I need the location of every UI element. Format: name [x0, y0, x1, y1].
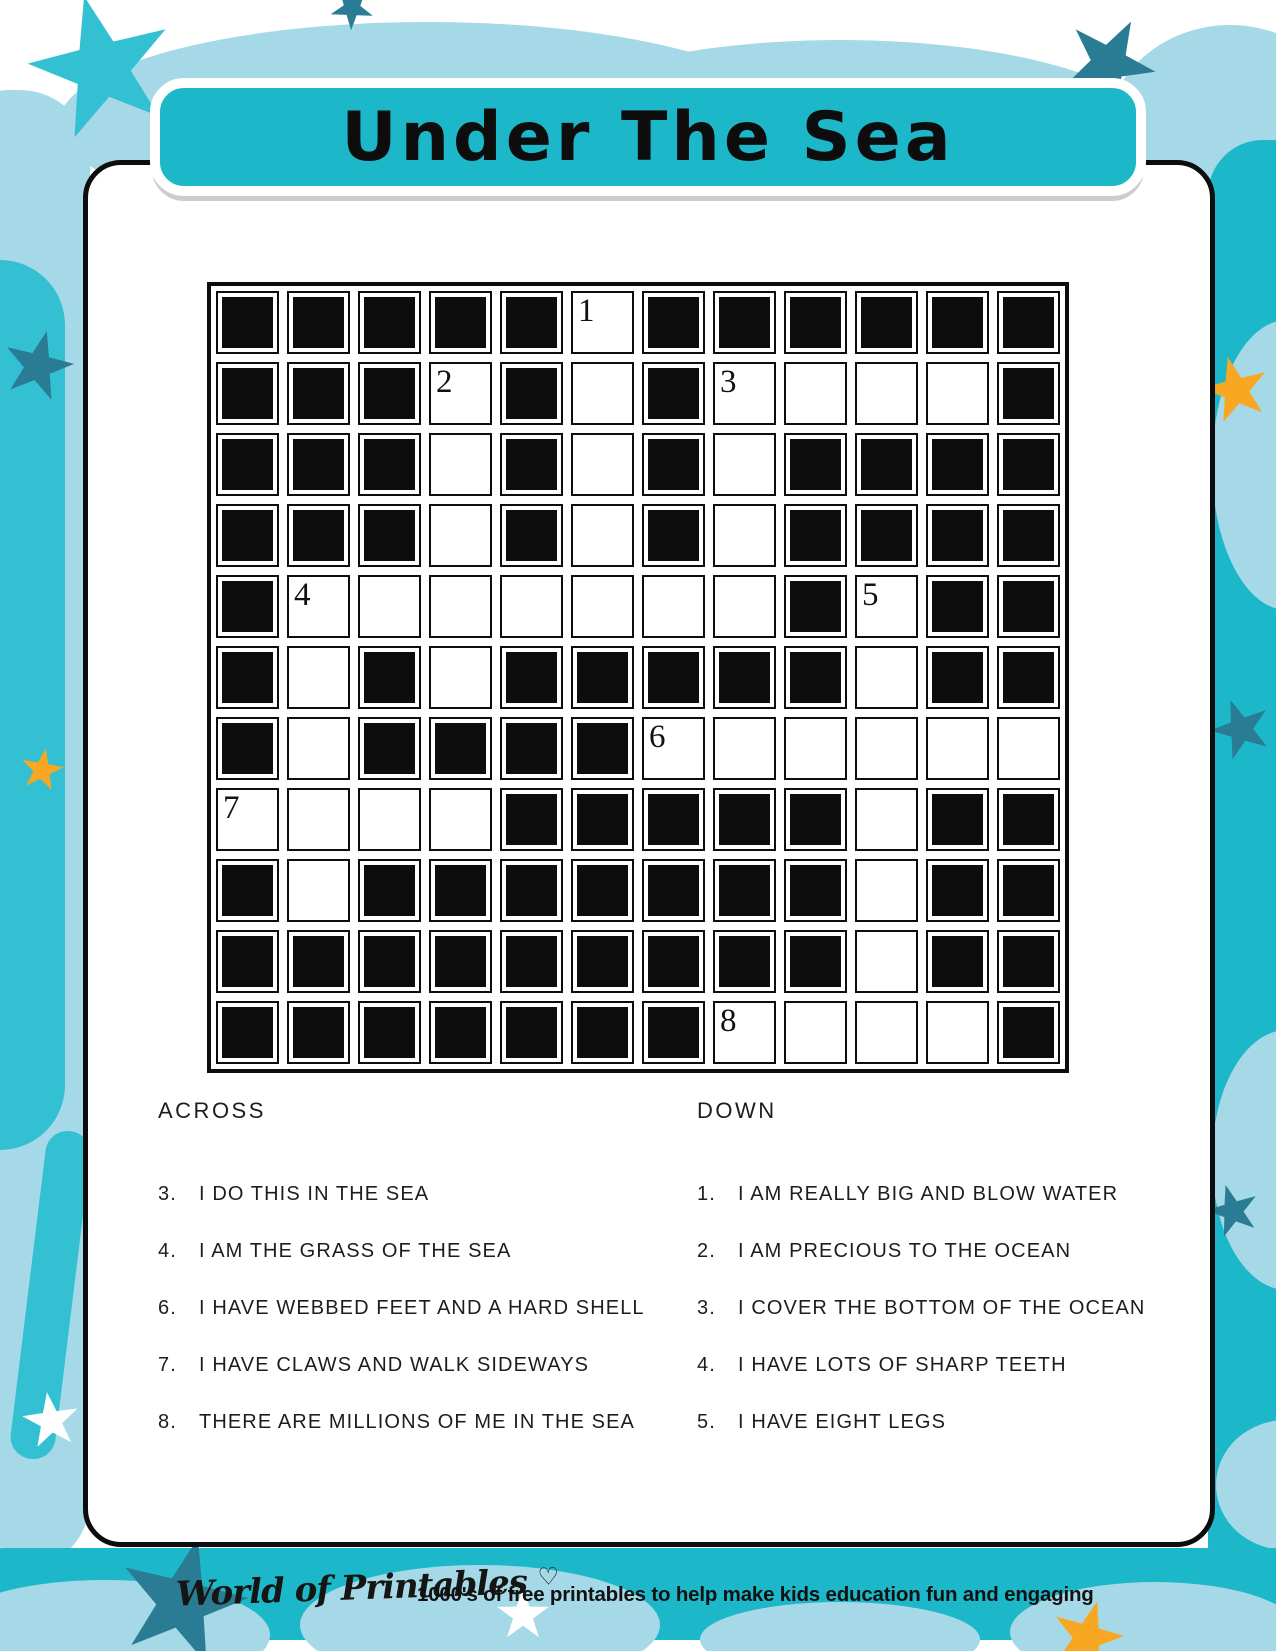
heart-icon: ♡ — [537, 1561, 559, 1592]
grid-cell-blocked — [642, 433, 705, 496]
clue-number: 3. — [158, 1183, 177, 1205]
grid-cell-blocked — [500, 930, 563, 993]
crossword-grid — [207, 282, 1069, 1073]
grid-cell[interactable] — [571, 291, 634, 354]
clue-start-number: 1 — [578, 293, 595, 329]
grid-cell-blocked — [358, 646, 421, 709]
grid-cell-blocked — [358, 291, 421, 354]
grid-cell[interactable] — [429, 362, 492, 425]
grid-cell-blocked — [358, 1001, 421, 1064]
grid-cell[interactable] — [713, 433, 776, 496]
grid-cell-blocked — [713, 291, 776, 354]
grid-cell-blocked — [571, 1001, 634, 1064]
grid-cell-blocked — [500, 859, 563, 922]
grid-cell-blocked — [997, 646, 1060, 709]
grid-cell-blocked — [571, 788, 634, 851]
grid-cell-blocked — [216, 1001, 279, 1064]
grid-cell[interactable] — [571, 575, 634, 638]
clue-item — [158, 1354, 658, 1376]
grid-cell-blocked — [216, 859, 279, 922]
grid-cell-blocked — [926, 575, 989, 638]
grid-cell-blocked — [926, 859, 989, 922]
clue-item — [697, 1183, 1177, 1205]
grid-cell[interactable] — [713, 362, 776, 425]
grid-cell[interactable] — [429, 504, 492, 567]
grid-cell[interactable] — [358, 788, 421, 851]
grid-cell-blocked — [500, 717, 563, 780]
grid-cell-blocked — [358, 859, 421, 922]
grid-cell[interactable] — [713, 717, 776, 780]
grid-cell-blocked — [642, 291, 705, 354]
grid-cell-blocked — [997, 1001, 1060, 1064]
grid-cell[interactable] — [855, 788, 918, 851]
grid-cell-blocked — [997, 788, 1060, 851]
grid-cell[interactable] — [855, 859, 918, 922]
clue-item — [697, 1354, 1177, 1376]
grid-cell-blocked — [216, 575, 279, 638]
clue-item — [158, 1240, 658, 1262]
grid-cell-blocked — [926, 291, 989, 354]
clue-start-number: 6 — [649, 719, 666, 755]
grid-cell-blocked — [997, 362, 1060, 425]
clue-number: 2. — [697, 1240, 716, 1262]
grid-cell[interactable] — [784, 717, 847, 780]
grid-cell[interactable] — [713, 575, 776, 638]
grid-cell-blocked — [926, 433, 989, 496]
grid-cell[interactable] — [571, 504, 634, 567]
grid-cell-blocked — [713, 788, 776, 851]
brand-text: World of Printables — [175, 1562, 528, 1615]
grid-cell[interactable] — [287, 717, 350, 780]
grid-cell-blocked — [784, 930, 847, 993]
grid-cell[interactable] — [287, 575, 350, 638]
grid-cell[interactable] — [287, 859, 350, 922]
grid-cell-blocked — [713, 646, 776, 709]
grid-cell[interactable] — [571, 433, 634, 496]
down-clue-list — [697, 1183, 1177, 1468]
grid-cell-blocked — [784, 646, 847, 709]
grid-cell-blocked — [500, 646, 563, 709]
grid-cell-blocked — [287, 362, 350, 425]
grid-cell[interactable] — [287, 646, 350, 709]
clue-start-number: 4 — [294, 577, 311, 613]
grid-cell-blocked — [997, 504, 1060, 567]
grid-cell-blocked — [855, 504, 918, 567]
grid-cell[interactable] — [855, 930, 918, 993]
grid-cell-blocked — [713, 930, 776, 993]
across-heading: ACROSS — [158, 1098, 266, 1123]
grid-cell-blocked — [926, 788, 989, 851]
clue-item — [158, 1297, 658, 1319]
grid-cell[interactable] — [500, 575, 563, 638]
grid-cell-blocked — [216, 433, 279, 496]
grid-cell[interactable] — [429, 433, 492, 496]
clue-text: I AM REALLY BIG AND BLOW WATER — [738, 1183, 1119, 1205]
grid-cell[interactable] — [784, 1001, 847, 1064]
grid-cell[interactable] — [429, 788, 492, 851]
grid-cell-blocked — [784, 788, 847, 851]
grid-cell-blocked — [997, 930, 1060, 993]
clue-start-number: 2 — [436, 364, 453, 400]
clue-number: 7. — [158, 1354, 177, 1376]
grid-cell-blocked — [571, 717, 634, 780]
grid-cell-blocked — [642, 504, 705, 567]
grid-cell-blocked — [287, 291, 350, 354]
grid-cell-blocked — [997, 575, 1060, 638]
grid-cell-blocked — [216, 362, 279, 425]
grid-cell-blocked — [571, 859, 634, 922]
grid-cell-blocked — [358, 930, 421, 993]
clue-text: I DO THIS IN THE SEA — [199, 1183, 430, 1205]
grid-cell[interactable] — [997, 717, 1060, 780]
grid-cell[interactable] — [784, 362, 847, 425]
grid-cell-blocked — [429, 291, 492, 354]
grid-cell-blocked — [216, 930, 279, 993]
clue-text: THERE ARE MILLIONS OF ME IN THE SEA — [199, 1411, 635, 1433]
clue-number: 4. — [158, 1240, 177, 1262]
grid-cell-blocked — [287, 930, 350, 993]
grid-cell-blocked — [926, 504, 989, 567]
clue-item — [158, 1183, 658, 1205]
grid-cell-blocked — [216, 717, 279, 780]
down-heading: DOWN — [697, 1098, 777, 1123]
clue-item — [697, 1240, 1177, 1262]
grid-cell-blocked — [784, 504, 847, 567]
grid-cell-blocked — [500, 291, 563, 354]
grid-cell[interactable] — [287, 788, 350, 851]
clue-number: 1. — [697, 1183, 716, 1205]
grid-cell[interactable] — [216, 788, 279, 851]
grid-cell[interactable] — [855, 575, 918, 638]
grid-cell-blocked — [571, 646, 634, 709]
grid-cell[interactable] — [926, 717, 989, 780]
grid-cell-blocked — [784, 433, 847, 496]
grid-cell-blocked — [358, 504, 421, 567]
grid-cell[interactable] — [926, 1001, 989, 1064]
cloud-blob — [0, 260, 65, 1150]
grid-cell-blocked — [358, 433, 421, 496]
clue-text: I COVER THE BOTTOM OF THE OCEAN — [738, 1297, 1146, 1319]
clue-start-number: 5 — [862, 577, 879, 613]
grid-cell-blocked — [500, 433, 563, 496]
grid-cell-blocked — [997, 291, 1060, 354]
grid-cell-blocked — [216, 291, 279, 354]
clue-number: 3. — [697, 1297, 716, 1319]
grid-cell-blocked — [429, 859, 492, 922]
grid-cell-blocked — [642, 362, 705, 425]
clue-item — [697, 1297, 1177, 1319]
grid-cell[interactable] — [926, 362, 989, 425]
grid-cell-blocked — [287, 504, 350, 567]
grid-cell-blocked — [784, 859, 847, 922]
grid-cell-blocked — [287, 1001, 350, 1064]
grid-cell-blocked — [642, 788, 705, 851]
grid-cell[interactable] — [642, 717, 705, 780]
page-title: Under The Sea — [341, 97, 955, 177]
grid-cell-blocked — [926, 646, 989, 709]
grid-cell[interactable] — [713, 1001, 776, 1064]
grid-cell[interactable] — [855, 717, 918, 780]
grid-cell-blocked — [429, 1001, 492, 1064]
grid-cell-blocked — [784, 575, 847, 638]
clue-number: 5. — [697, 1411, 716, 1433]
grid-cell-blocked — [926, 930, 989, 993]
clue-number: 4. — [697, 1354, 716, 1376]
grid-cell-blocked — [429, 930, 492, 993]
grid-cell-blocked — [216, 504, 279, 567]
grid-cell[interactable] — [855, 1001, 918, 1064]
clue-text: I HAVE EIGHT LEGS — [738, 1411, 947, 1433]
footer-tagline: 1000's of free printables to help make kids education fun and engaging — [417, 1583, 1094, 1606]
title-banner — [150, 78, 1146, 196]
grid-cell-blocked — [855, 291, 918, 354]
grid-cell[interactable] — [855, 646, 918, 709]
grid-cell-blocked — [642, 930, 705, 993]
grid-cell-blocked — [216, 646, 279, 709]
clue-item — [158, 1411, 658, 1433]
clue-start-number: 8 — [720, 1003, 737, 1039]
grid-cell-blocked — [855, 433, 918, 496]
grid-cell-blocked — [358, 362, 421, 425]
clue-text: I AM THE GRASS OF THE SEA — [199, 1240, 512, 1262]
grid-cell-blocked — [997, 433, 1060, 496]
across-clue-list — [158, 1183, 658, 1468]
grid-cell-blocked — [287, 433, 350, 496]
clue-text: I HAVE CLAWS AND WALK SIDEWAYS — [199, 1354, 590, 1376]
grid-cell-blocked — [642, 859, 705, 922]
grid-cell[interactable] — [571, 362, 634, 425]
grid-cell[interactable] — [429, 646, 492, 709]
grid-cell-blocked — [500, 788, 563, 851]
grid-cell[interactable] — [713, 504, 776, 567]
grid-cell-blocked — [713, 859, 776, 922]
clue-number: 8. — [158, 1411, 177, 1433]
clue-text: I AM PRECIOUS TO THE OCEAN — [738, 1240, 1072, 1262]
clue-text: I HAVE LOTS OF SHARP TEETH — [738, 1354, 1067, 1376]
grid-cell-blocked — [642, 646, 705, 709]
grid-cell-blocked — [358, 717, 421, 780]
grid-cell-blocked — [500, 362, 563, 425]
clue-text: I HAVE WEBBED FEET AND A HARD SHELL — [199, 1297, 645, 1319]
grid-cell-blocked — [500, 1001, 563, 1064]
grid-cell-blocked — [500, 504, 563, 567]
grid-cell[interactable] — [358, 575, 421, 638]
clue-start-number: 3 — [720, 364, 737, 400]
clue-number: 6. — [158, 1297, 177, 1319]
grid-cell[interactable] — [855, 362, 918, 425]
grid-cell-blocked — [429, 717, 492, 780]
clue-start-number: 7 — [223, 790, 240, 826]
grid-cell-blocked — [784, 291, 847, 354]
clue-item — [697, 1411, 1177, 1433]
grid-cell-blocked — [997, 859, 1060, 922]
grid-cell-blocked — [571, 930, 634, 993]
grid-cell[interactable] — [642, 575, 705, 638]
grid-cell-blocked — [642, 1001, 705, 1064]
grid-cell[interactable] — [429, 575, 492, 638]
